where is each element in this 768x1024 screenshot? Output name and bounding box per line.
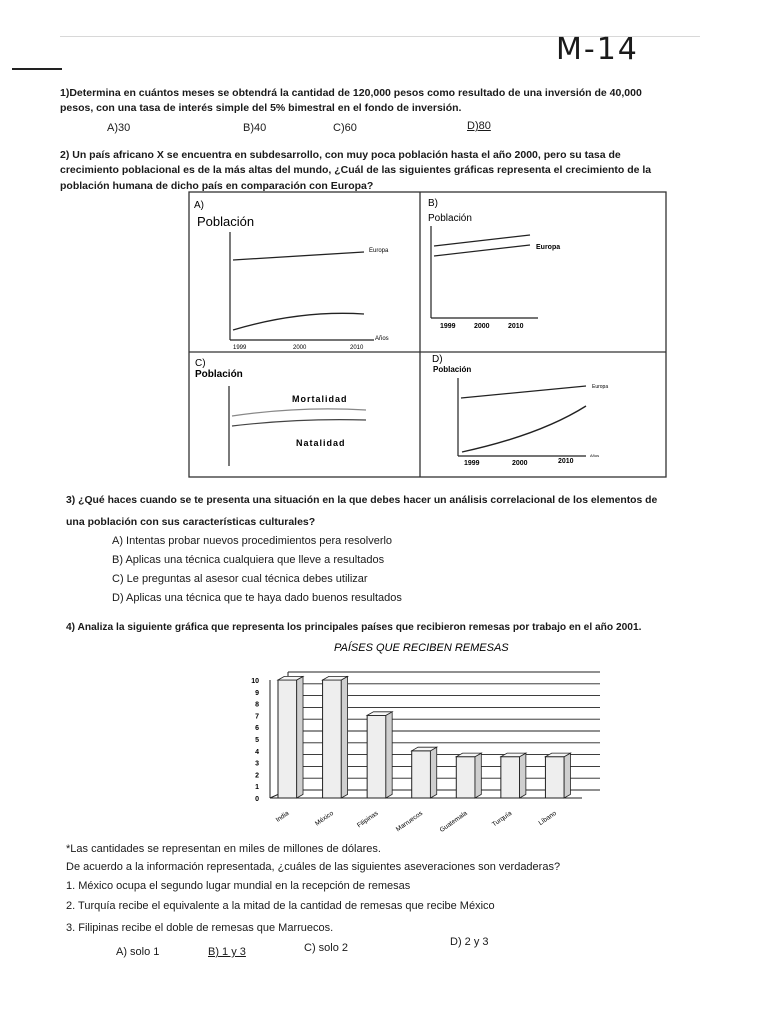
q3-option-a[interactable]: A) Intentas probar nuevos procedimientos pera resolverlo <box>112 535 393 547</box>
chart-bar <box>323 680 342 798</box>
chart-y-tick-label: 10 <box>251 678 259 685</box>
chart-y-tick-label: 6 <box>255 725 259 733</box>
panel-b-tick-1: 1999 <box>440 323 456 330</box>
chart-bar-side <box>341 676 347 798</box>
panel-a-series-label: Europa <box>369 248 389 254</box>
q2-panel-b[interactable] <box>428 198 560 330</box>
panel-b-tick-2: 2000 <box>474 323 490 330</box>
q2-text-line-2: crecimiento poblacional es de la más altas del mundo, ¿Cuál de las siguientes gráficas representa el crecimiento de la <box>60 164 652 176</box>
q1-option-c[interactable]: C)60 <box>333 122 357 134</box>
chart-x-tick-label: Guatemala <box>438 809 469 834</box>
panel-b-tick-3: 2010 <box>508 323 524 330</box>
chart-y-tick-label: 7 <box>255 713 259 721</box>
chart-bar <box>456 757 475 798</box>
q4-option-a[interactable]: A) solo 1 <box>116 946 160 958</box>
q1-option-a[interactable]: A)30 <box>107 122 131 134</box>
chart-bar <box>278 680 297 798</box>
q4-option-d[interactable]: D) 2 y 3 <box>450 936 489 948</box>
chart-y-tick-label: 1 <box>255 784 259 792</box>
panel-b-series-label: Europa <box>536 244 561 251</box>
panel-a-tick-3: 2010 <box>350 345 364 351</box>
chart-bar <box>412 751 431 798</box>
chart-bar-top <box>456 753 481 757</box>
q2-panel-a[interactable] <box>194 200 389 351</box>
chart-y-tick-label: 0 <box>255 796 259 803</box>
chart-bar <box>501 757 520 798</box>
chart-bar <box>545 757 564 798</box>
q3-option-b[interactable]: B) Aplicas una técnica cualquiera que lleve a resultados <box>112 554 385 566</box>
chart-title: PAÍSES QUE RECIBEN REMESAS <box>334 642 509 654</box>
q4-prompt: 4) Analiza la siguiente gráfica que representa los principales países que recibieron remesas por trabajo en el año 2001. <box>66 622 642 633</box>
q1-text-line-2: pesos, con una tasa de interés simple del 5% bimestral en el fondo de inversión. <box>60 102 462 114</box>
chart-x-tick-label: México <box>314 809 335 828</box>
panel-a-tick-2: 2000 <box>293 345 307 351</box>
q4-option-c[interactable]: C) solo 2 <box>304 942 349 954</box>
panel-b-letter: B) <box>428 198 438 209</box>
q2-panel-d[interactable] <box>432 354 608 467</box>
page-code: M-14 <box>556 32 639 67</box>
q1-text-line-1: 1)Determina en cuántos meses se obtendrá la cantidad de 120,000 pesos como resultado de una inversión de 40,000 <box>60 87 642 99</box>
chart-bar-top <box>323 676 348 680</box>
chart-y-tick-label: 3 <box>255 760 259 768</box>
chart-bar-top <box>367 712 392 716</box>
chart-bar-top <box>501 753 526 757</box>
chart-bar-top <box>412 747 437 751</box>
q2-panel-c[interactable] <box>195 358 366 466</box>
panel-b-title: Población <box>428 213 472 224</box>
panel-d-letter: D) <box>432 354 443 365</box>
q1-option-b[interactable]: B)40 <box>243 122 267 134</box>
chart-bar-side <box>520 753 526 798</box>
chart-bar-top <box>545 753 570 757</box>
panel-d-tick-1: 1999 <box>464 460 480 467</box>
q4-statement-2: 2. Turquía recibe el equivalente a la mitad de la cantidad de remesas que recibe México <box>66 900 495 912</box>
panel-a-letter: A) <box>194 200 204 211</box>
q4-note: *Las cantidades se representan en miles de millones de dólares. <box>66 843 381 855</box>
panel-d-axis-unit: Años <box>590 453 600 458</box>
q2-text-line-3: población humana de dicho país en comparación con Europa? <box>60 180 374 192</box>
q4-statement-1: 1. México ocupa el segundo lugar mundial en la recepción de remesas <box>66 880 411 892</box>
panel-a-tick-1: 1999 <box>233 345 247 351</box>
top-left-rule <box>12 68 62 70</box>
panel-c-label-top: Mortalidad <box>292 394 348 404</box>
q4-option-b[interactable]: B) 1 y 3 <box>208 946 246 958</box>
chart-y-tick-label: 5 <box>255 737 259 744</box>
panel-c-title: Población <box>195 369 243 380</box>
chart-x-tick-label: Marruecos <box>394 809 425 834</box>
chart-x-tick-label: Turquía <box>491 809 514 829</box>
chart-y-tick-label: 2 <box>255 772 259 780</box>
chart-x-tick-label: Filipinas <box>355 809 380 830</box>
q3-option-d[interactable]: D) Aplicas una técnica que te haya dado buenos resultados <box>112 592 402 604</box>
panel-a-axis-unit: Años <box>375 336 389 342</box>
q3-option-c[interactable]: C) Le preguntas al asesor cual técnica debes utilizar <box>112 573 368 585</box>
chart-bar <box>367 715 386 798</box>
panel-c-letter: C) <box>195 358 206 369</box>
panel-d-tick-2: 2000 <box>512 460 528 467</box>
chart-y-tick-label: 9 <box>255 689 259 697</box>
q3-text-line-2: una población con sus características culturales? <box>66 516 316 528</box>
chart-x-tick-label: Líbano <box>537 809 558 828</box>
chart-bar-side <box>297 676 303 798</box>
q3-text-line-1: 3) ¿Qué haces cuando se te presenta una situación en la que debes hacer un análisis correlacional de los elementos de <box>66 495 658 506</box>
panel-d-title: Población <box>433 365 472 374</box>
chart-bar-side <box>475 753 481 798</box>
chart-bar-side <box>564 753 570 798</box>
q4-question: De acuerdo a la información representada, ¿cuáles de las siguientes aseveraciones son verdaderas? <box>66 861 561 873</box>
chart-bar-side <box>386 712 392 798</box>
chart-y-tick-label: 4 <box>255 748 259 756</box>
q1-option-d[interactable]: D)80 <box>467 120 491 132</box>
chart-y-tick-label: 8 <box>255 701 259 709</box>
chart-bar-top <box>278 676 303 680</box>
panel-d-tick-3: 2010 <box>558 458 574 465</box>
chart-x-tick-label: India <box>274 809 291 824</box>
q2-text-line-1: 2) Un país africano X se encuentra en subdesarrollo, con muy poca población hasta el año 2000, pero su tasa de <box>60 149 621 161</box>
q4-statement-3: 3. Filipinas recibe el doble de remesas que Marruecos. <box>66 922 334 934</box>
panel-d-series-label: Europa <box>592 384 609 390</box>
chart-bar-side <box>430 747 436 798</box>
panel-c-label-bottom: Natalidad <box>296 438 346 448</box>
panel-a-title: Población <box>197 214 255 229</box>
